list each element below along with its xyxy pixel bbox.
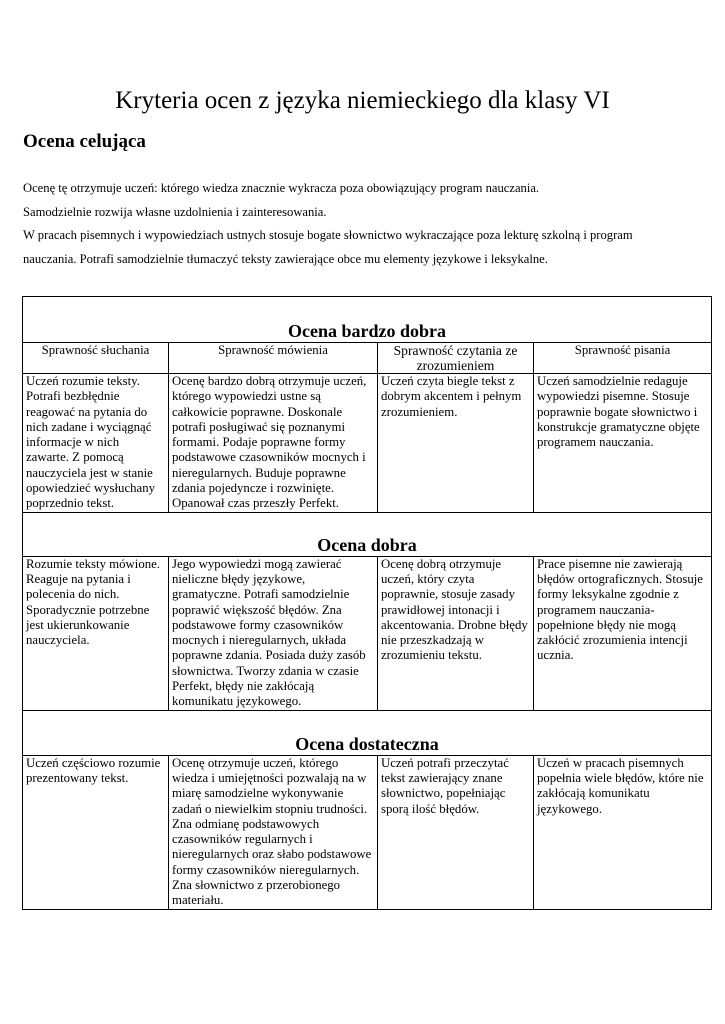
criteria-row <box>23 556 712 710</box>
criteria-cell: Ocenę bardzo dobrą otrzymuje uczeń, którego wypowiedzi ustne są całkowicie poprawne. Doskonale potrafi posługiwać się poznanymi formami. Podaje poprawne formy podstawowe czasowników mocnych i nieregularnych. Buduje poprawne zdania pojedyncze i rozwinięte. Opanował czas przeszły Perfekt. <box>169 374 378 513</box>
criteria-cell: Jego wypowiedzi mogą zawierać nieliczne błędy językowe, gramatyczne. Potrafi samodzielnie poprawić większość błędów. Zna podstawowe formy czasowników mocnych i nieregularnych, układa poprawne zdania. Posiada duży zasób słownictwa. Tworzy zdania w czasie Perfekt, błędy nie zakłócają komunikatu językowego. <box>169 556 378 710</box>
level-heading: Ocena dobra <box>23 512 712 556</box>
criteria-cell: Uczeń w pracach pisemnych popełnia wiele błędów, które nie zakłócają komunikatu językowego. <box>534 755 712 909</box>
criteria-cell: Uczeń potrafi przeczytać tekst zawierający znane słownictwo, popełniając sporą ilość błędów. <box>378 755 534 909</box>
criteria-cell: Ocenę dobrą otrzymuje uczeń, który czyta poprawnie, stosuje zasady prawidłowej intonacji i akcentowania. Drobne błędy nie przeszkadzają w zrozumieniu tekstu. <box>378 556 534 710</box>
column-header: Sprawność słuchania <box>23 343 169 374</box>
column-header-row <box>23 343 712 374</box>
celujaca-line: nauczania. Potrafi samodzielnie tłumaczyć teksty zawierające obce mu elementy językowe i leksykalne. <box>23 251 548 266</box>
column-header: Sprawność czytania ze zrozumieniem <box>378 343 534 374</box>
criteria-cell: Uczeń częściowo rozumie prezentowany tekst. <box>23 755 169 909</box>
criteria-cell: Uczeń rozumie teksty. Potrafi bezbłędnie reagować na pytania do nich zadane i wyciągnąć informacje w nich zawarte. Z pomocą nauczyciela jest w stanie opowiedzieć wysłuchany poprzednio tekst. <box>23 374 169 513</box>
criteria-row <box>23 374 712 513</box>
criteria-cell: Uczeń samodzielnie redaguje wypowiedzi pisemne. Stosuje poprawnie bogate słownictwo i konstrukcje gramatyczne objęte programem nauczania. <box>534 374 712 513</box>
column-header: Sprawność mówienia <box>169 343 378 374</box>
level-heading: Ocena bardzo dobra <box>23 297 712 343</box>
level-heading: Ocena dostateczna <box>23 710 712 755</box>
criteria-cell: Uczeń czyta biegle tekst z dobrym akcentem i pełnym zrozumieniem. <box>378 374 534 513</box>
criteria-cell: Prace pisemne nie zawierają błędów ortograficznych. Stosuje formy leksykalne zgodnie z programem nauczania- popełnione błędy nie mogą zakłócić zrozumienia intencji ucznia. <box>534 556 712 710</box>
criteria-row <box>23 755 712 909</box>
celujaca-line: Samodzielnie rozwija własne uzdolnienia i zainteresowania. <box>23 204 327 219</box>
celujaca-line: W pracach pisemnych i wypowiedziach ustnych stosuje bogate słownictwo wykraczające poza lekturę szkolną i program <box>23 228 633 242</box>
level-row-bardzo-dobra <box>23 297 712 343</box>
criteria-cell: Ocenę otrzymuje uczeń, którego wiedza i umiejętności pozwalają na w miarę samodzielne wykonywanie zadań o niewielkim stopniu trudności. Zna odmianę podstawowych czasowników regularnych i nieregularnych oraz słabo podstawowe formy czasowników nieregularnych. Zna słownictwo z przerobionego materiału. <box>169 755 378 909</box>
criteria-table <box>22 296 712 910</box>
column-header: Sprawność pisania <box>534 343 712 374</box>
level-row-dostateczna <box>23 710 712 755</box>
level-row-dobra <box>23 512 712 556</box>
section-heading-celujaca: Ocena celująca <box>23 131 146 152</box>
celujaca-line: Ocenę tę otrzymuje uczeń: którego wiedza znacznie wykracza poza obowiązujący program nauczania. <box>23 181 540 195</box>
page-title: Kryteria ocen z języka niemieckiego dla klasy VI <box>115 87 610 114</box>
celujaca-description <box>23 177 708 271</box>
criteria-cell: Rozumie teksty mówione. Reaguje na pytania i polecenia do nich. Sporadycznie potrzebne jest ukierunkowanie nauczyciela. <box>23 556 169 710</box>
